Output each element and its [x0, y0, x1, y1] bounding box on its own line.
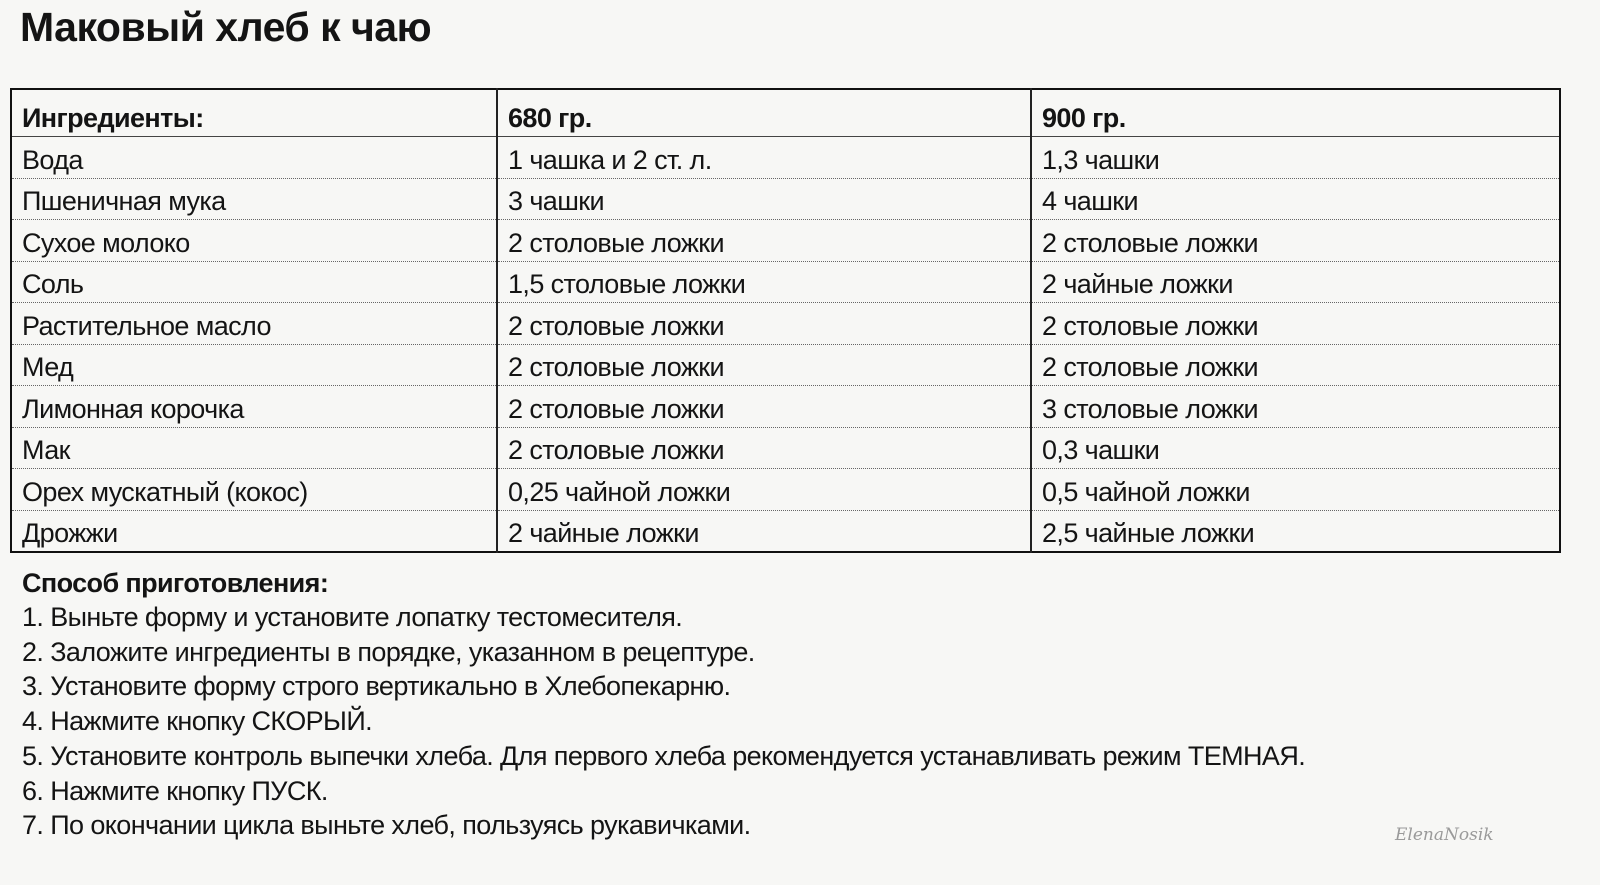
table-row: [11, 178, 1560, 220]
ingredient-name: Орех мускатный (кокос): [11, 469, 497, 511]
ingredient-name: Дрожжи: [11, 510, 497, 552]
amount-680g: 1,5 столовые ложки: [497, 261, 1031, 303]
method-step: 1. Выньте форму и установите лопатку тестомесителя.: [22, 602, 683, 632]
amount-680g: 2 столовые ложки: [497, 427, 1031, 469]
table-row: [11, 220, 1560, 262]
page-title: Маковый хлеб к чаю: [20, 4, 432, 50]
amount-900g: 0,3 чашки: [1031, 427, 1560, 469]
method-step: 5. Установите контроль выпечки хлеба. Для первого хлеба рекомендуется устанавливать режим ТЕМНАЯ.: [22, 740, 1306, 771]
ingredient-name: Лимонная корочка: [11, 386, 497, 428]
ingredients-table: [10, 88, 1561, 553]
table-row: [11, 261, 1560, 303]
table-row: [11, 469, 1560, 511]
table-row: [11, 510, 1560, 552]
ingredient-name: Мак: [11, 427, 497, 469]
ingredient-name: Растительное масло: [11, 303, 497, 345]
table-row: [11, 137, 1560, 179]
amount-680g: 3 чашки: [497, 178, 1031, 220]
method-section: [22, 566, 1305, 843]
ingredient-name: Соль: [11, 261, 497, 303]
header-680g: 680 гр.: [497, 89, 1031, 137]
method-step: 3. Установите форму строго вертикально в Хлебопекарню.: [22, 671, 731, 702]
method-step: 6. Нажмите кнопку ПУСК.: [22, 775, 328, 806]
amount-900g: 2 столовые ложки: [1031, 303, 1560, 345]
signature-watermark: ElenaNosik: [1395, 825, 1494, 845]
amount-900g: 4 чашки: [1031, 178, 1560, 220]
amount-900g: 0,5 чайной ложки: [1031, 469, 1560, 511]
amount-900g: 1,3 чашки: [1031, 137, 1560, 179]
amount-680g: 1 чашка и 2 ст. л.: [497, 137, 1031, 179]
table-row: [11, 303, 1560, 345]
table-row: [11, 386, 1560, 428]
amount-900g: 2 столовые ложки: [1031, 344, 1560, 386]
amount-900g: 2 чайные ложки: [1031, 261, 1560, 303]
ingredient-name: Сухое молоко: [11, 220, 497, 262]
method-step: 2. Заложите ингредиенты в порядке, указанном в рецептуре.: [22, 636, 755, 667]
header-900g: 900 гр.: [1031, 89, 1560, 137]
method-step: 4. Нажмите кнопку СКОРЫЙ.: [22, 706, 373, 737]
table-header-row: [11, 89, 1560, 137]
ingredient-name: Пшеничная мука: [11, 178, 497, 220]
amount-680g: 0,25 чайной ложки: [497, 469, 1031, 511]
method-heading: Способ приготовления:: [22, 568, 329, 598]
amount-680g: 2 столовые ложки: [497, 386, 1031, 428]
amount-900g: 2,5 чайные ложки: [1042, 518, 1255, 548]
amount-680g: 2 столовые ложки: [497, 344, 1031, 386]
ingredient-name: Мед: [11, 344, 497, 386]
table-row: [11, 344, 1560, 386]
ingredient-name: Вода: [11, 137, 497, 179]
amount-680g: 2 чайные ложки: [497, 510, 1031, 552]
amount-900g: 3 столовые ложки: [1031, 386, 1560, 428]
amount-680g: 2 столовые ложки: [497, 220, 1031, 262]
method-step: 7. По окончании цикла выньте хлеб, пользуясь рукавичками.: [22, 810, 751, 841]
header-ingredients: Ингредиенты:: [11, 89, 497, 137]
method-steps: [22, 600, 1305, 843]
table-row: [11, 427, 1560, 469]
amount-900g: 2 столовые ложки: [1031, 220, 1560, 262]
amount-680g: 2 столовые ложки: [497, 303, 1031, 345]
